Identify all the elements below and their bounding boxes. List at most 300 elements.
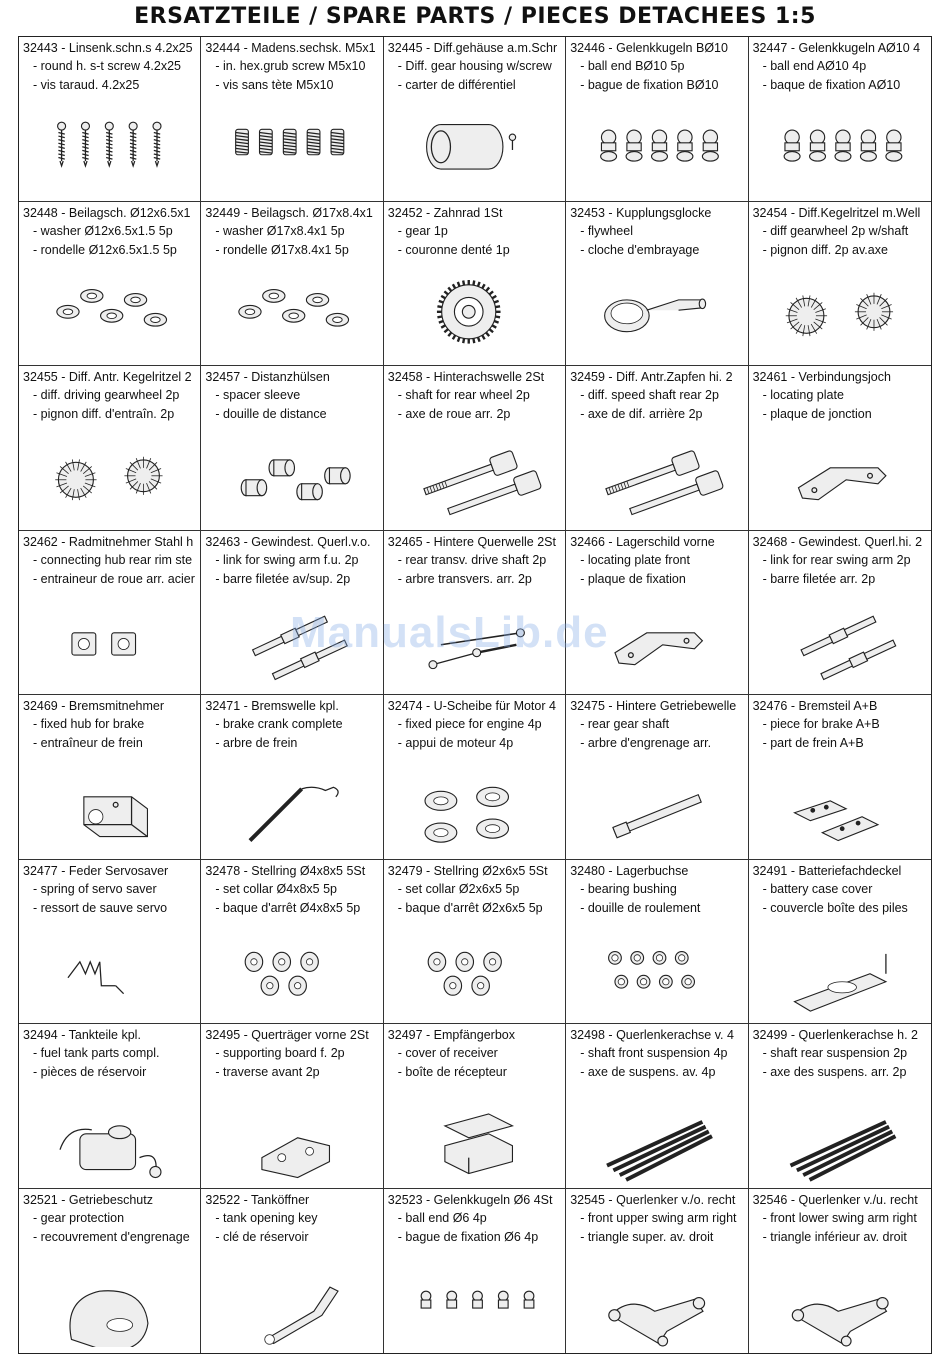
part-name-en: - washer Ø12x6.5x1.5 5p: [33, 223, 173, 238]
part-name-de: Feder Servosaver: [68, 863, 169, 878]
part-name-en: - spacer sleeve: [215, 388, 301, 402]
part-name-fr: - rondelle Ø12x6.5x1.5 5p: [33, 242, 177, 257]
part-separator: -: [422, 699, 434, 713]
part-name-fr: - clé de réservoir: [215, 1229, 309, 1244]
part-number: 32474: [387, 699, 423, 713]
part-separator: -: [57, 41, 69, 55]
part-name-de: Lagerschild vorne: [616, 534, 715, 549]
part-number: 32443: [23, 41, 58, 55]
part-cell: [566, 531, 748, 696]
support-board-icon: [209, 1102, 374, 1182]
part-number: 32497: [387, 1028, 423, 1042]
receiver-box-icon: [392, 1102, 557, 1182]
washer-icon: [27, 280, 192, 360]
part-name-de: U-Scheibe für Motor 4: [433, 699, 556, 713]
part-name-de: Diff.gehäuse a.m.Schr: [433, 41, 558, 55]
part-header: [753, 862, 927, 880]
part-name-en: - set collar Ø4x8x5 5p: [215, 881, 337, 896]
part-number: 32461: [752, 370, 788, 384]
part-name-fr: - carter de différentiel: [397, 78, 516, 92]
part-separator: -: [422, 863, 434, 878]
part-number: 32480: [570, 863, 605, 878]
part-separator: -: [240, 1192, 252, 1207]
part-separator: -: [240, 41, 252, 55]
part-name-en: - diff gearwheel 2p w/shaft: [762, 223, 909, 238]
part-separator: -: [57, 370, 69, 384]
part-name-de: Hintere Getriebewelle: [616, 699, 737, 713]
part-name-fr: - axe de roue arr. 2p: [397, 407, 511, 421]
part-number: 32465: [387, 534, 423, 549]
part-separator: -: [240, 863, 252, 878]
part-name-de: Diff. Antr.Zapfen hi. 2: [616, 370, 733, 384]
page-title: ERSATZTEILE / SPARE PARTS / PIECES DETACHEES 1:5: [134, 4, 816, 29]
part-name-de: Bremswelle kpl.: [251, 699, 339, 713]
collar-icon: [209, 938, 374, 1018]
part-separator: -: [604, 863, 617, 878]
part-name-en: - rear transv. drive shaft 2p: [397, 552, 547, 567]
part-name-de: Stellring Ø4x8x5 5St: [251, 863, 366, 878]
part-cell: [384, 531, 566, 696]
part-number: 32463: [205, 534, 241, 549]
part-name-fr: - vis sans tète M5x10: [215, 78, 334, 92]
part-separator: -: [604, 534, 617, 549]
swing-arm-icon: [574, 1267, 739, 1348]
part-name-fr: - barre filetée av/sup. 2p: [215, 571, 351, 586]
part-name-fr: - douille de distance: [215, 407, 327, 421]
part-header: [570, 368, 743, 386]
part-name-en: - diff. speed shaft rear 2p: [580, 388, 719, 402]
rod-icon: [574, 1102, 739, 1182]
part-cell: [384, 1024, 566, 1189]
part-name-fr: - part de frein A+B: [762, 736, 864, 750]
part-separator: -: [604, 699, 617, 713]
part-name-en: - bearing bushing: [580, 881, 677, 896]
part-cell: [566, 1024, 748, 1189]
part-cell: [201, 1024, 383, 1189]
part-number: 32459: [570, 370, 605, 384]
part-cell: [201, 366, 383, 531]
spring-icon: [27, 938, 192, 1018]
part-name-en: - rear gear shaft: [580, 717, 670, 731]
part-header: [753, 1026, 927, 1044]
part-number: 32477: [23, 863, 58, 878]
part-name-fr: - pignon diff. d'entraîn. 2p: [33, 407, 175, 421]
part-header: [23, 533, 196, 551]
grub-screw-icon: [209, 115, 374, 195]
part-number: 32454: [752, 205, 788, 220]
part-header: [570, 39, 743, 57]
part-name-fr: - vis taraud. 4.2x25: [33, 78, 140, 92]
part-cell: [19, 531, 201, 696]
part-header: [388, 862, 561, 880]
part-name-fr: - axe de dif. arrière 2p: [580, 407, 703, 421]
part-number: 32445: [387, 41, 423, 55]
part-separator: -: [422, 205, 434, 220]
part-number: 32457: [205, 370, 241, 384]
part-name-de: Distanzhülsen: [251, 370, 330, 384]
part-name-fr: - baque d'arrêt Ø4x8x5 5p: [215, 900, 361, 915]
bevel-gear-icon: [757, 280, 923, 360]
plate-icon: [757, 444, 923, 524]
part-name-de: Lagerbuchse: [616, 863, 689, 878]
collar-icon: [392, 938, 557, 1018]
part-name-en: - ball end Ø6 4p: [397, 1210, 487, 1225]
part-name-en: - flywheel: [580, 223, 633, 238]
part-name-de: Tanköffner: [251, 1192, 310, 1207]
part-header: [205, 697, 378, 715]
shaft-icon: [392, 444, 557, 524]
part-separator: -: [422, 534, 434, 549]
gear-shaft-icon: [574, 773, 739, 853]
part-separator: -: [787, 41, 799, 55]
swing-arm-icon: [757, 1267, 923, 1348]
part-separator: -: [422, 370, 434, 384]
part-name-de: Zahnrad 1St: [433, 205, 503, 220]
part-name-en: - shaft for rear wheel 2p: [397, 388, 530, 402]
part-number: 32495: [205, 1028, 241, 1042]
part-name-fr: - plaque de fixation: [580, 571, 686, 586]
part-cell: [201, 1189, 383, 1354]
part-name-en: - shaft front suspension 4p: [580, 1046, 728, 1060]
part-cell: [19, 202, 201, 367]
part-name-en: - washer Ø17x8.4x1 5p: [215, 223, 345, 238]
part-cell: [566, 366, 748, 531]
part-header: [753, 533, 927, 551]
part-cell: [384, 695, 566, 860]
part-name-de: Bremsmitnehmer: [68, 699, 165, 713]
part-cell: [384, 1189, 566, 1354]
part-header: [388, 39, 561, 57]
part-name-en: - set collar Ø2x6x5 5p: [397, 881, 520, 896]
part-name-fr: - entraineur de roue arr. acier: [33, 571, 195, 586]
part-name-en: - link for rear swing arm 2p: [762, 552, 911, 567]
part-separator: -: [57, 205, 69, 220]
part-cell: [201, 695, 383, 860]
part-cell: [749, 366, 931, 531]
part-separator: -: [787, 534, 799, 549]
battery-cover-icon: [757, 938, 923, 1018]
rod-icon: [757, 1102, 923, 1182]
part-name-de: Gelenkkugeln Ø6 4St: [433, 1192, 553, 1207]
part-header: [205, 204, 378, 222]
part-number: 32447: [752, 41, 788, 55]
part-name-de: Querlenker v./u. recht: [798, 1192, 918, 1207]
part-number: 32448: [23, 205, 58, 220]
part-name-fr: - triangle super. av. droit: [580, 1229, 714, 1244]
part-name-en: - round h. s-t screw 4.2x25: [33, 59, 181, 73]
part-separator: -: [57, 1192, 69, 1207]
part-name-fr: - rondelle Ø17x8.4x1 5p: [215, 242, 349, 257]
shaft-icon: [574, 444, 739, 524]
part-number: 32478: [205, 863, 241, 878]
screw-icon: [27, 115, 192, 195]
part-header: [205, 39, 378, 57]
part-header: [23, 39, 196, 57]
bevel-gear-icon: [27, 444, 192, 524]
ball-end-small-icon: [392, 1267, 557, 1348]
part-name-en: - locating plate front: [580, 552, 690, 567]
part-separator: -: [422, 1028, 434, 1042]
part-name-en: - piece for brake A+B: [762, 717, 880, 731]
part-number: 32491: [752, 863, 788, 878]
part-name-de: Hinterachswelle 2St: [433, 370, 545, 384]
part-header: [753, 368, 927, 386]
part-number: 32462: [23, 534, 58, 549]
part-name-de: Beilagsch. Ø17x8.4x1: [251, 205, 373, 220]
part-cell: [384, 860, 566, 1025]
link-icon: [757, 609, 923, 689]
part-cell: [201, 37, 383, 202]
part-header: [753, 204, 927, 222]
part-name-fr: - pignon diff. 2p av.axe: [762, 242, 888, 257]
part-name-en: - spring of servo saver: [33, 881, 157, 896]
part-name-de: Gelenkkugeln BØ10: [616, 41, 728, 55]
part-separator: -: [604, 1192, 617, 1207]
part-name-fr: - traverse avant 2p: [215, 1065, 320, 1079]
part-header: [23, 368, 196, 386]
part-name-de: Gelenkkugeln AØ10 4: [798, 41, 921, 55]
part-cell: [749, 1189, 931, 1354]
bushing-icon: [574, 938, 739, 1018]
part-header: [570, 697, 743, 715]
engine-washer-icon: [392, 773, 557, 853]
part-cell: [384, 37, 566, 202]
part-name-en: - cover of receiver: [397, 1046, 498, 1060]
part-name-en: - front lower swing arm right: [762, 1210, 917, 1225]
part-name-en: - supporting board f. 2p: [215, 1046, 345, 1060]
part-separator: -: [240, 1028, 252, 1042]
part-separator: -: [787, 205, 799, 220]
part-name-fr: - boîte de récepteur: [397, 1065, 507, 1079]
part-header: [388, 204, 561, 222]
part-header: [570, 204, 743, 222]
part-header: [570, 1191, 743, 1209]
part-cell: [749, 202, 931, 367]
part-separator: -: [240, 370, 252, 384]
part-name-de: Gewindest. Querl.v.o.: [251, 534, 371, 549]
part-cell: [201, 531, 383, 696]
part-header: [205, 1191, 378, 1209]
part-name-de: Hintere Querwelle 2St: [433, 534, 556, 549]
part-name-fr: - douille de roulement: [580, 900, 701, 915]
ball-end-icon: [757, 115, 923, 195]
part-name-de: Getriebeschutz: [68, 1192, 153, 1207]
part-header: [753, 697, 927, 715]
brake-crank-icon: [209, 773, 374, 853]
part-cell: [19, 366, 201, 531]
part-number: 32453: [570, 205, 605, 220]
part-name-en: - fuel tank parts compl.: [33, 1046, 160, 1060]
housing-icon: [392, 115, 557, 195]
part-name-fr: - axe des suspens. arr. 2p: [762, 1065, 907, 1079]
sleeve-icon: [209, 444, 374, 524]
part-name-fr: - arbre transvers. arr. 2p: [397, 571, 532, 586]
part-name-fr: - baque d'arrêt Ø2x6x5 5p: [397, 900, 543, 915]
part-number: 32476: [752, 699, 788, 713]
gear-icon: [392, 280, 557, 360]
part-name-de: Diff. Antr. Kegelritzel 2: [68, 370, 192, 384]
part-name-en: - battery case cover: [762, 881, 873, 896]
part-number: 32523: [387, 1192, 423, 1207]
part-separator: -: [422, 1192, 434, 1207]
part-name-en: - gear 1p: [397, 223, 448, 238]
part-name-en: - brake crank complete: [215, 717, 343, 731]
part-name-fr: - bague de fixation Ø6 4p: [397, 1229, 539, 1244]
watermark: ManualsLib.de: [290, 608, 609, 657]
part-name-fr: - recouvrement d'engrenage: [33, 1229, 190, 1244]
part-name-de: Radmitnehmer Stahl h: [68, 534, 194, 549]
part-name-de: Stellring Ø2x6x5 5St: [433, 863, 548, 878]
part-separator: -: [604, 370, 617, 384]
gear-cover-icon: [27, 1267, 192, 1348]
part-separator: -: [787, 1028, 799, 1042]
part-cell: [566, 860, 748, 1025]
part-header: [23, 1191, 196, 1209]
part-number: 32494: [23, 1028, 58, 1042]
part-name-en: - front upper swing arm right: [580, 1210, 737, 1225]
part-header: [205, 368, 378, 386]
part-name-de: Batteriefachdeckel: [798, 863, 902, 878]
hub-block-icon: [27, 773, 192, 853]
part-number: 32545: [570, 1192, 605, 1207]
part-name-de: Beilagsch. Ø12x6.5x1: [68, 205, 191, 220]
part-cell: [749, 531, 931, 696]
part-name-en: - gear protection: [33, 1210, 125, 1225]
part-header: [205, 1026, 378, 1044]
part-name-fr: - ressort de sauve servo: [33, 900, 168, 915]
part-name-en: - in. hex.grub screw M5x10: [215, 59, 366, 73]
part-separator: -: [604, 205, 617, 220]
part-name-en: - diff. driving gearwheel 2p: [33, 388, 180, 402]
part-cell: [19, 1189, 201, 1354]
part-separator: -: [57, 1028, 69, 1042]
part-header: [388, 368, 561, 386]
part-header: [205, 533, 378, 551]
part-separator: -: [787, 370, 799, 384]
hub-icon: [27, 609, 192, 689]
part-number: 32475: [570, 699, 605, 713]
part-number: 32522: [205, 1192, 241, 1207]
part-cell: [749, 1024, 931, 1189]
part-cell: [566, 37, 748, 202]
part-name-de: Madens.sechsk. M5x1: [251, 41, 376, 55]
part-header: [570, 862, 743, 880]
part-header: [753, 1191, 927, 1209]
part-separator: -: [604, 41, 617, 55]
link-icon: [209, 609, 374, 689]
part-number: 32449: [205, 205, 241, 220]
part-name-de: Diff.Kegelritzel m.Well: [798, 205, 921, 220]
part-number: 32466: [570, 534, 605, 549]
part-name-fr: - bague de fixation BØ10: [580, 78, 719, 92]
part-name-de: Gewindest. Querl.hi. 2: [798, 534, 923, 549]
part-name-fr: - pièces de réservoir: [33, 1065, 147, 1079]
part-name-en: - connecting hub rear rim ste: [33, 552, 193, 567]
part-name-en: - locating plate: [762, 388, 844, 402]
part-header: [570, 533, 743, 551]
part-header: [570, 1026, 743, 1044]
part-cell: [19, 695, 201, 860]
washer-icon: [209, 280, 374, 360]
part-name-de: Querlenkerachse h. 2: [798, 1028, 918, 1042]
part-name-fr: - appui de moteur 4p: [397, 736, 514, 750]
part-cell: [201, 860, 383, 1025]
part-header: [205, 862, 378, 880]
part-name-en: - tank opening key: [215, 1210, 318, 1225]
part-number: 32479: [387, 863, 423, 878]
part-name-en: - shaft rear suspension 2p: [762, 1046, 908, 1060]
part-cell: [384, 366, 566, 531]
drive-shaft-icon: [392, 609, 557, 689]
part-number: 32446: [570, 41, 605, 55]
part-name-fr: - axe de suspens. av. 4p: [580, 1065, 716, 1079]
part-name-en: - ball end BØ10 5p: [580, 59, 685, 73]
part-cell: [384, 202, 566, 367]
part-name-fr: - baque de fixation AØ10: [762, 78, 901, 92]
part-header: [388, 697, 561, 715]
part-name-de: Linsenk.schn.s 4.2x25: [68, 41, 193, 55]
part-header: [23, 862, 196, 880]
part-separator: -: [57, 699, 69, 713]
part-separator: -: [787, 1192, 799, 1207]
fuel-tank-icon: [27, 1102, 192, 1182]
part-separator: -: [787, 699, 799, 713]
part-cell: [19, 860, 201, 1025]
part-header: [388, 533, 561, 551]
part-separator: -: [57, 863, 69, 878]
part-name-de: Querlenkerachse v. 4: [616, 1028, 734, 1042]
brake-pad-icon: [757, 773, 923, 853]
part-name-de: Verbindungsjoch: [798, 370, 891, 384]
part-number: 32499: [752, 1028, 788, 1042]
part-number: 32471: [205, 699, 241, 713]
parts-grid: [18, 36, 932, 1354]
part-number: 32468: [752, 534, 788, 549]
part-header: [23, 1026, 196, 1044]
part-name-de: Bremsteil A+B: [798, 699, 878, 713]
part-number: 32452: [387, 205, 423, 220]
part-name-fr: - barre filetée arr. 2p: [762, 571, 876, 586]
part-cell: [749, 860, 931, 1025]
part-name-fr: - plaque de jonction: [762, 407, 872, 421]
part-name-de: Querlenker v./o. recht: [616, 1192, 736, 1207]
part-header: [23, 697, 196, 715]
part-separator: -: [240, 205, 252, 220]
part-name-fr: - couronne denté 1p: [397, 242, 510, 257]
part-number: 32444: [205, 41, 241, 55]
part-header: [753, 39, 927, 57]
part-separator: -: [240, 534, 252, 549]
part-separator: -: [240, 699, 252, 713]
part-header: [388, 1026, 561, 1044]
part-name-en: - fixed piece for engine 4p: [397, 717, 542, 731]
part-number: 32455: [23, 370, 58, 384]
part-name-de: Tankteile kpl.: [68, 1028, 141, 1042]
part-name-fr: - arbre de frein: [215, 736, 298, 750]
part-name-fr: - cloche d'embrayage: [580, 242, 700, 257]
part-name-en: - ball end AØ10 4p: [762, 59, 867, 73]
part-name-fr: - couvercle boîte des piles: [762, 900, 908, 915]
part-name-fr: - entraîneur de frein: [33, 736, 143, 750]
part-separator: -: [422, 41, 434, 55]
tank-key-icon: [209, 1267, 374, 1348]
part-name-de: Empfängerbox: [433, 1028, 515, 1042]
flywheel-icon: [574, 280, 739, 360]
part-number: 32458: [387, 370, 423, 384]
part-name-de: Kupplungsglocke: [616, 205, 712, 220]
part-cell: [201, 202, 383, 367]
part-number: 32521: [23, 1192, 58, 1207]
